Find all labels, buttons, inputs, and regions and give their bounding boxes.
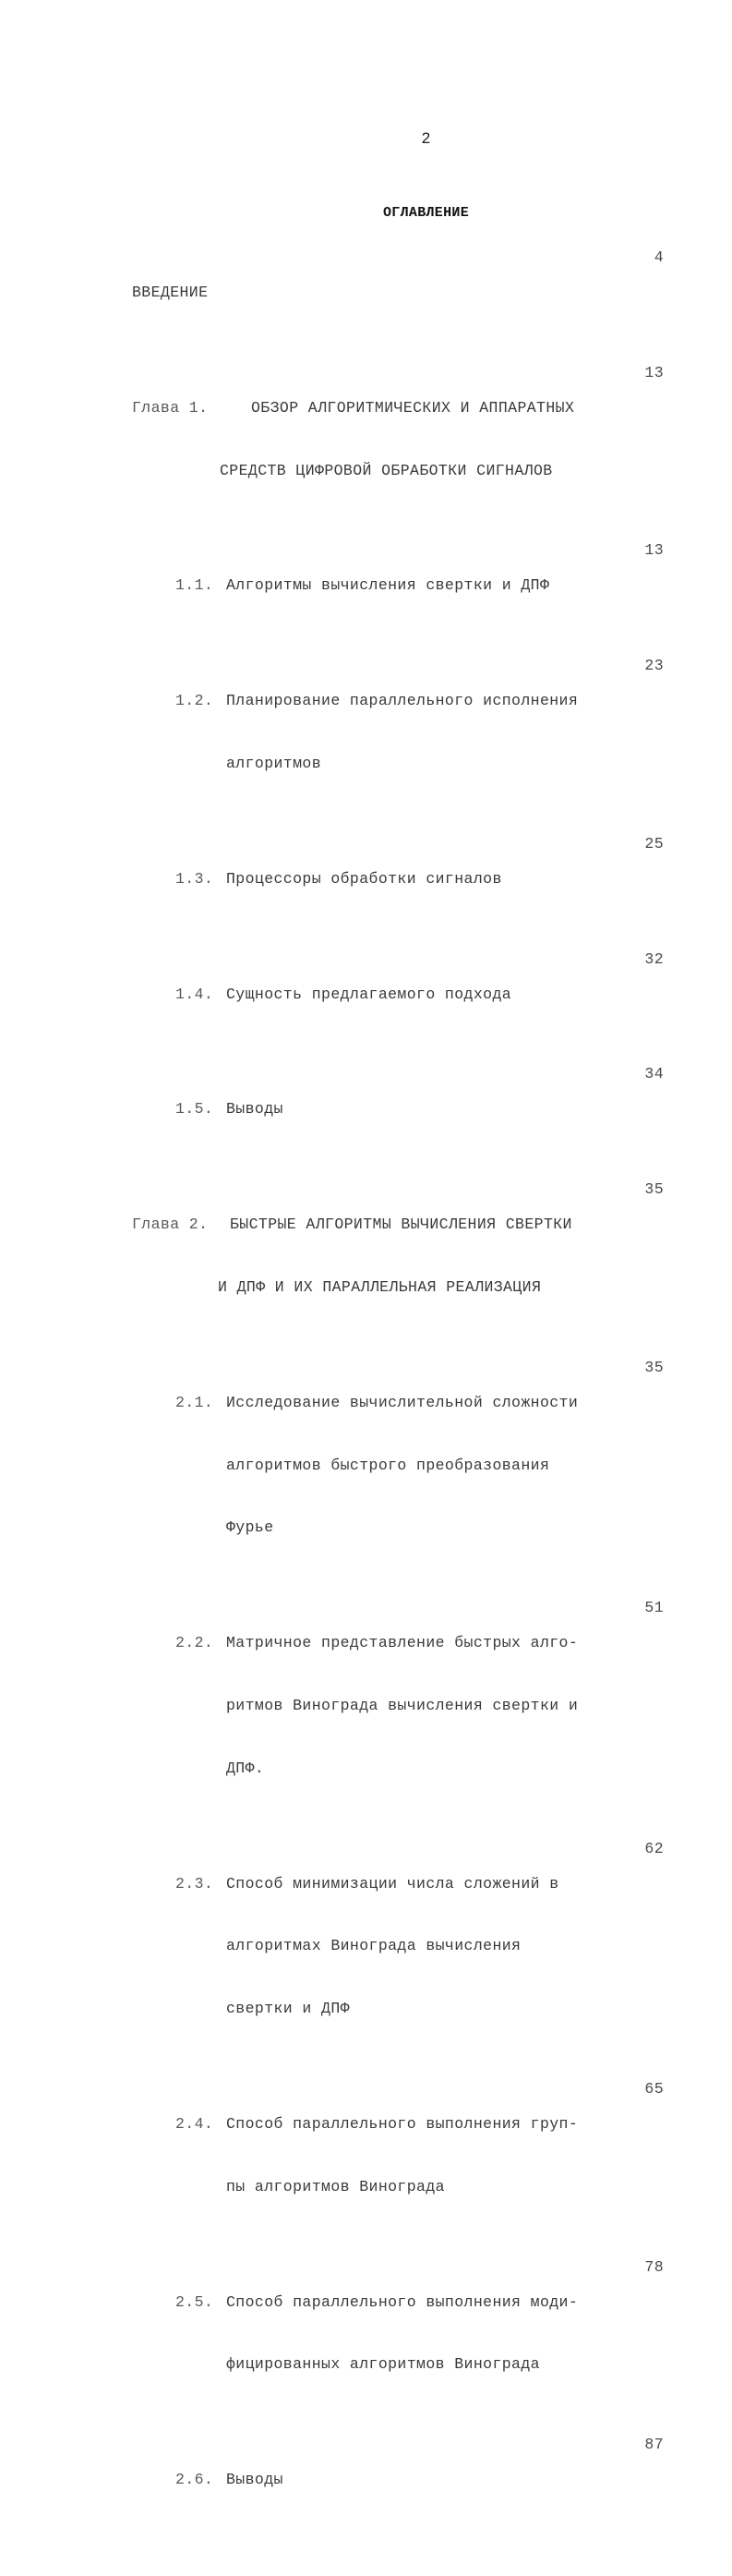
toc-entry-page: 35 xyxy=(644,1358,664,1376)
toc-entry-text: свертки и ДПФ xyxy=(226,2000,350,2018)
toc-entry-text: СРЕДСТВ ЦИФРОВОЙ ОБРАБОТКИ СИГНАЛОВ xyxy=(220,461,553,479)
toc-entry-text: Процессоры обработки сигналов xyxy=(226,869,502,888)
toc-entry-number: 1.2. xyxy=(175,692,214,710)
toc-entry-page: 13 xyxy=(644,541,664,560)
table-of-contents xyxy=(0,244,732,2546)
toc-entry-page: 65 xyxy=(644,2079,664,2098)
toc-entry-text: Способ минимизации числа сложений в xyxy=(226,1874,559,1893)
toc-entry-number: 1.4. xyxy=(175,985,214,1003)
toc-entry-text: Матричное представление быстрых алго- xyxy=(226,1634,579,1652)
toc-entry-label: ВВЕДЕНИЕ xyxy=(132,284,209,301)
toc-entry-section-1-1[interactable] xyxy=(0,537,732,652)
toc-entry-section-2-6[interactable] xyxy=(0,2431,732,2546)
toc-entry-number: 2.2. xyxy=(175,1634,214,1652)
toc-entry-text: алгоритмов быстрого преобразования xyxy=(226,1456,550,1474)
toc-entry-section-1-3[interactable] xyxy=(0,830,732,946)
toc-entry-text: Способ параллельного выполнения груп- xyxy=(226,2114,579,2133)
toc-entry-page: 23 xyxy=(644,657,664,675)
toc-entry-page: 78 xyxy=(644,2257,664,2276)
toc-entry-text: БЫСТРЫЕ АЛГОРИТМЫ ВЫЧИСЛЕНИЯ СВЕРТКИ xyxy=(230,1215,572,1234)
toc-entry-text: алгоритмах Винограда вычисления xyxy=(226,1937,522,1955)
page-number: 2 xyxy=(421,129,431,147)
toc-entry-section-1-4[interactable] xyxy=(0,946,732,1061)
toc-entry-text: Планирование параллельного исполнения xyxy=(226,692,579,710)
toc-entry-page: 34 xyxy=(644,1065,664,1083)
toc-entry-section-2-4[interactable] xyxy=(0,2075,732,2254)
toc-entry-number: 2.5. xyxy=(175,2292,214,2311)
toc-entry-text: Выводы xyxy=(226,2471,283,2489)
toc-entry-text: Алгоритмы вычисления свертки и ДПФ xyxy=(226,576,550,595)
toc-entry-section-2-5[interactable] xyxy=(0,2254,732,2432)
toc-entry-page: 35 xyxy=(644,1180,664,1199)
toc-entry-text: И ДПФ И ИХ ПАРАЛЛЕЛЬНАЯ РЕАЛИЗАЦИЯ xyxy=(218,1277,542,1296)
toc-entry-page: 32 xyxy=(644,949,664,968)
toc-entry-text: Исследование вычислительной сложности xyxy=(226,1393,579,1411)
toc-entry-page: 87 xyxy=(644,2436,664,2454)
toc-entry-number: 1.3. xyxy=(175,869,214,888)
toc-entry-chapter-2[interactable] xyxy=(0,1176,732,1354)
toc-entry-page: 4 xyxy=(654,248,664,266)
toc-entry-page: 13 xyxy=(644,363,664,381)
toc-entry-text: Фурье xyxy=(226,1518,274,1537)
toc-entry-number: 1.1. xyxy=(175,576,214,595)
toc-entry-number: Глава 1. xyxy=(132,398,209,417)
toc-entry-section-2-2[interactable] xyxy=(0,1594,732,1834)
toc-entry-text: Сущность предлагаемого подхода xyxy=(226,985,512,1003)
toc-entry-number: 2.6. xyxy=(175,2471,214,2489)
toc-entry-number: Глава 2. xyxy=(132,1215,209,1234)
toc-entry-text: фицированных алгоритмов Винограда xyxy=(226,2355,540,2374)
toc-entry-text: ДПФ. xyxy=(226,1759,265,1777)
toc-entry-page: 51 xyxy=(644,1599,664,1617)
toc-entry-section-2-1[interactable] xyxy=(0,1354,732,1594)
toc-entry-chapter-1[interactable] xyxy=(0,359,732,538)
toc-entry-intro[interactable] xyxy=(0,244,732,359)
toc-entry-text: ритмов Винограда вычисления свертки и xyxy=(226,1696,579,1714)
toc-entry-section-1-5[interactable] xyxy=(0,1060,732,1176)
toc-entry-section-1-2[interactable] xyxy=(0,652,732,830)
toc-entry-text: алгоритмов xyxy=(226,754,322,772)
toc-entry-number: 2.1. xyxy=(175,1393,214,1411)
toc-entry-number: 1.5. xyxy=(175,1100,214,1119)
toc-entry-number: 2.4. xyxy=(175,2114,214,2133)
toc-entry-page: 25 xyxy=(644,834,664,853)
toc-title: ОГЛАВЛЕНИЕ xyxy=(382,205,469,221)
toc-entry-text: Выводы xyxy=(226,1100,283,1119)
toc-entry-text: ОБЗОР АЛГОРИТМИЧЕСКИХ И АППАРАТНЫХ xyxy=(251,398,575,417)
toc-entry-number: 2.3. xyxy=(175,1874,214,1893)
toc-entry-text: пы алгоритмов Винограда xyxy=(226,2177,445,2195)
toc-entry-page: 62 xyxy=(644,1839,664,1857)
toc-entry-text: Способ параллельного выполнения моди- xyxy=(226,2292,579,2311)
toc-entry-section-2-3[interactable] xyxy=(0,1835,732,2075)
